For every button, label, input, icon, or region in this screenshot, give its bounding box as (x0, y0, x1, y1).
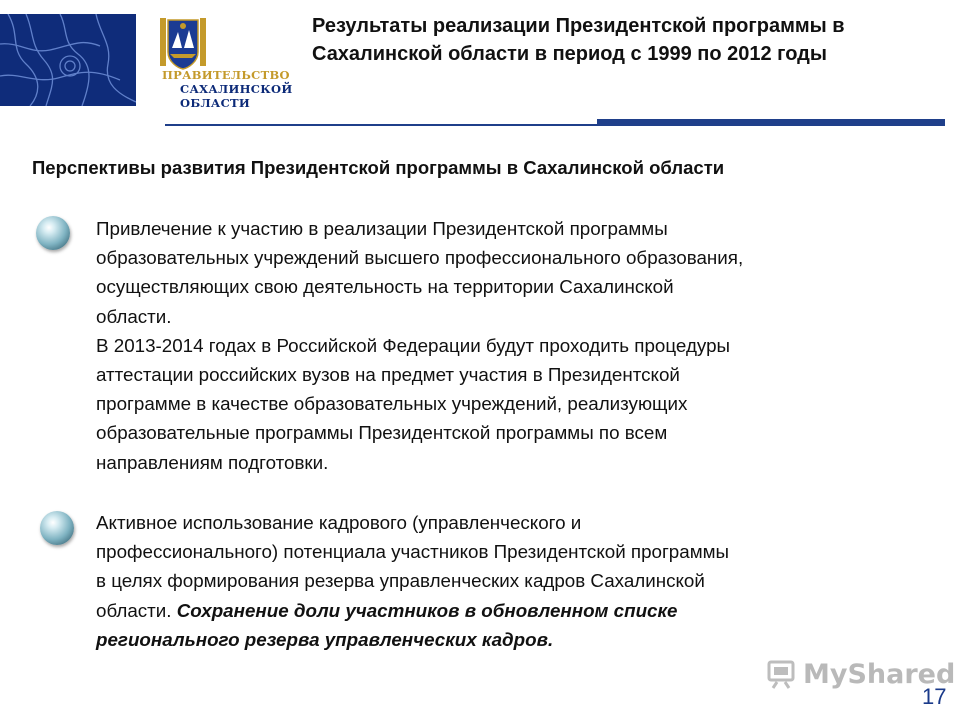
page-title (312, 12, 952, 68)
coat-of-arms-icon (158, 18, 298, 70)
list-item-1-line: Привлечение к участию в реализации Президентской программы (96, 218, 668, 239)
list-item-1-line: В 2013-2014 годах в Российской Федерации будут проходить процедуры (96, 334, 731, 356)
list-item-2-emphasis-line: регионального резерва управленческих кадров. (96, 628, 554, 650)
bullet-icon (36, 216, 70, 250)
list-item-1-line: программе в качестве образовательных учреждений, реализующих (96, 393, 688, 415)
bullet-icon (40, 511, 74, 545)
logo-line-2: САХАЛИНСКОЙ (180, 82, 293, 96)
government-logo-text (162, 68, 293, 110)
list-item-1-line: аттестации российских вузов на предмет участия в Президентской (96, 364, 680, 386)
list-item-1 (96, 214, 926, 477)
page-number: 17 (922, 684, 947, 709)
header-divider-thin (165, 124, 597, 126)
page-title-line-1: Результаты реализации Президентской программы в (312, 15, 845, 37)
list-item-2-line-mixed (96, 596, 926, 625)
list-item-2-line: профессионального) потенциала участников Президентской программы (96, 541, 730, 563)
list-item-2-line: в целях формирования резерва управленческих кадров Сахалинской (96, 570, 705, 592)
list-item-1-line: области. (96, 305, 172, 327)
list-item-1-line: осуществляющих свою деятельность на территории Сахалинской (96, 276, 674, 298)
list-item-1-line: направлениям подготовки. (96, 451, 329, 473)
list-item-2-plain-text: области. (96, 599, 177, 621)
header-divider-thick (597, 119, 945, 126)
list-item-1-line: образовательных учреждений высшего профессионального образования, (96, 247, 744, 269)
list-item-2-line: Активное использование кадрового (управленческого и (96, 512, 582, 533)
map-thumbnail (0, 14, 136, 106)
logo-line-1: ПРАВИТЕЛЬСТВО (162, 68, 290, 82)
page-title-line-2: Сахалинской области в период с 1999 по 2012 годы (312, 43, 827, 65)
list-item-2 (96, 508, 926, 654)
logo-line-3: ОБЛАСТИ (180, 96, 251, 110)
list-item-2-emphasis: Сохранение доли участников в обновленном списке (176, 599, 678, 621)
watermark-text: MyShared (803, 658, 956, 690)
list-item-1-line: образовательные программы Президентской программы по всем (96, 422, 668, 444)
section-title: Перспективы развития Президентской программы в Сахалинской области (32, 157, 725, 178)
presentation-icon (765, 658, 797, 690)
